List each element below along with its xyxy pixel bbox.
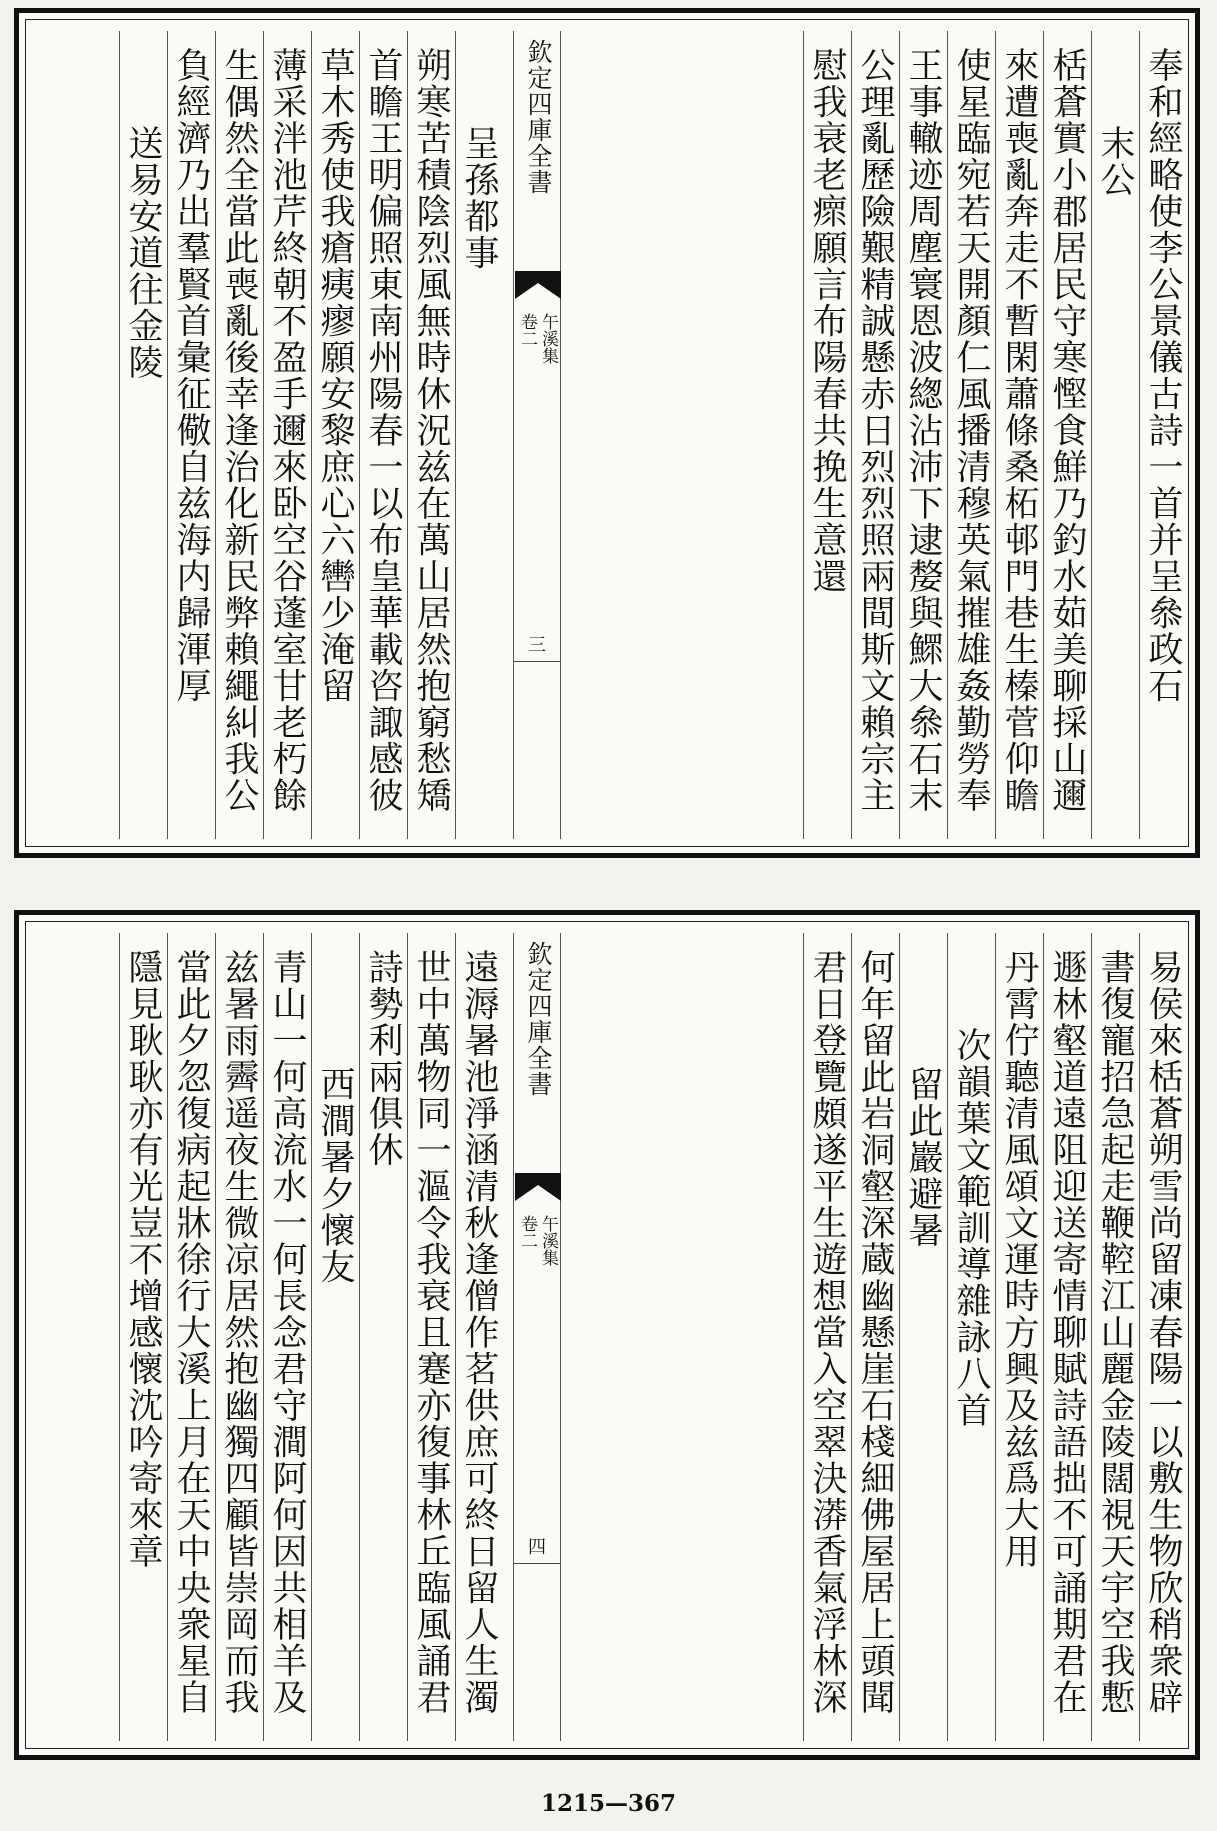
text-column: 世中萬物同一漚令我衰且蹇亦復事林丘臨風誦君 — [407, 933, 455, 1741]
volume-label: 卷二 — [517, 313, 537, 347]
text-column: 使星臨宛若天開顏仁風播清穆英氣摧雄姦勤勞奉 — [947, 31, 995, 839]
text-column: 次韻葉文範訓導雜詠八首 — [947, 933, 995, 1741]
text-column: 首瞻王明偏照東南州陽春一以布皇華載咨諏感彼 — [359, 31, 407, 839]
center-fold — [513, 933, 561, 1741]
text-column: 來遭喪亂奔走不暫閑蕭條桑柘邨門巷生榛菅仰瞻 — [995, 31, 1043, 839]
text-column: 詩勢利兩俱休 — [359, 933, 407, 1741]
text-column: 負經濟乃出羣賢首彙征儆自兹海内歸渾厚 — [167, 31, 215, 839]
book-title: 午溪集 — [538, 1215, 558, 1266]
text-column: 君日登覽頗遂平生遊想當入空翠決漭香氣浮林深 — [803, 933, 851, 1741]
text-column: 留此巖避暑 — [899, 933, 947, 1741]
series-title: 欽定四庫全書 — [524, 39, 553, 195]
text-column: 送易安道往金陵 — [119, 31, 167, 839]
text-column: 遠溽暑池淨涵清秋逢僧作茗供庶可終日留人生濁 — [455, 933, 503, 1741]
upper-page — [14, 8, 1200, 858]
text-column: 兹暑雨霽遥夜生微凉居然抱幽獨四顧皆崇岡而我 — [215, 933, 263, 1741]
series-title: 欽定四庫全書 — [524, 941, 553, 1097]
book-title: 午溪集 — [538, 313, 558, 364]
text-column: 公理亂歷險艱精誠懸赤日烈烈照兩間斯文賴宗主 — [851, 31, 899, 839]
folio-number: 四 — [528, 1537, 546, 1558]
text-column: 朔寒苦積陰烈風無時休況兹在萬山居然抱窮愁矯 — [407, 31, 455, 839]
text-column: 西澗暑夕懷友 — [311, 933, 359, 1741]
folio-number: 三 — [528, 635, 546, 656]
text-column: 生偶然全當此喪亂後幸逢治化新民弊賴繩糾我公 — [215, 31, 263, 839]
text-column: 末公 — [1091, 31, 1139, 839]
lower-page — [14, 910, 1200, 1760]
text-column: 隱見耿耿亦有光豈不增感懷沈吟寄來章 — [119, 933, 167, 1741]
text-column: 栝蒼實小郡居民守寒慳食鮮乃釣水茹美聊採山邇 — [1043, 31, 1091, 839]
folio-rule — [514, 661, 560, 662]
text-column: 呈孫都事 — [455, 31, 503, 839]
text-column: 當此夕忽復病起牀徐行大溪上月在天中央衆星自 — [167, 933, 215, 1741]
text-column: 青山一何高流水一何長念君守澗阿何因共相羊及 — [263, 933, 311, 1741]
text-column: 何年留此岩洞壑深蔵幽懸崖石棧細佛屋居上頭聞 — [851, 933, 899, 1741]
fish-tail-mark-icon — [515, 271, 561, 299]
fish-tail-mark-icon — [515, 1173, 561, 1201]
text-column: 書復寵招急起走鞭鞚江山麗金陵闊視天宇空我慙 — [1091, 933, 1139, 1741]
page-number: 1215—367 — [540, 1790, 677, 1817]
text-column: 易侯來栝蒼朔雪尚留凍春陽一以敷生物欣稍衆辟 — [1139, 933, 1187, 1741]
text-column: 薄采泮池芹終朝不盈手邇來卧空谷蓬室甘老朽餘 — [263, 31, 311, 839]
text-column: 草木秀使我瘡痍瘳願安黎庶心六轡少淹留 — [311, 31, 359, 839]
text-column: 慰我衰老瘝願言布陽春共挽生意還 — [803, 31, 851, 839]
text-column: 遯林壑道遠阻迎送寄情聊賦詩語拙不可誦期君在 — [1043, 933, 1091, 1741]
text-column: 王事轍迹周塵寰恩波緫沾沛下逮嫠與鰥大叅石末 — [899, 31, 947, 839]
volume-label: 卷二 — [517, 1215, 537, 1249]
center-fold — [513, 31, 561, 839]
text-column: 丹霄佇聽清風頌文運時方興及兹爲大用 — [995, 933, 1043, 1741]
folio-rule — [514, 1563, 560, 1564]
text-column: 奉和經略使李公景儀古詩一首并呈叅政石 — [1139, 31, 1187, 839]
